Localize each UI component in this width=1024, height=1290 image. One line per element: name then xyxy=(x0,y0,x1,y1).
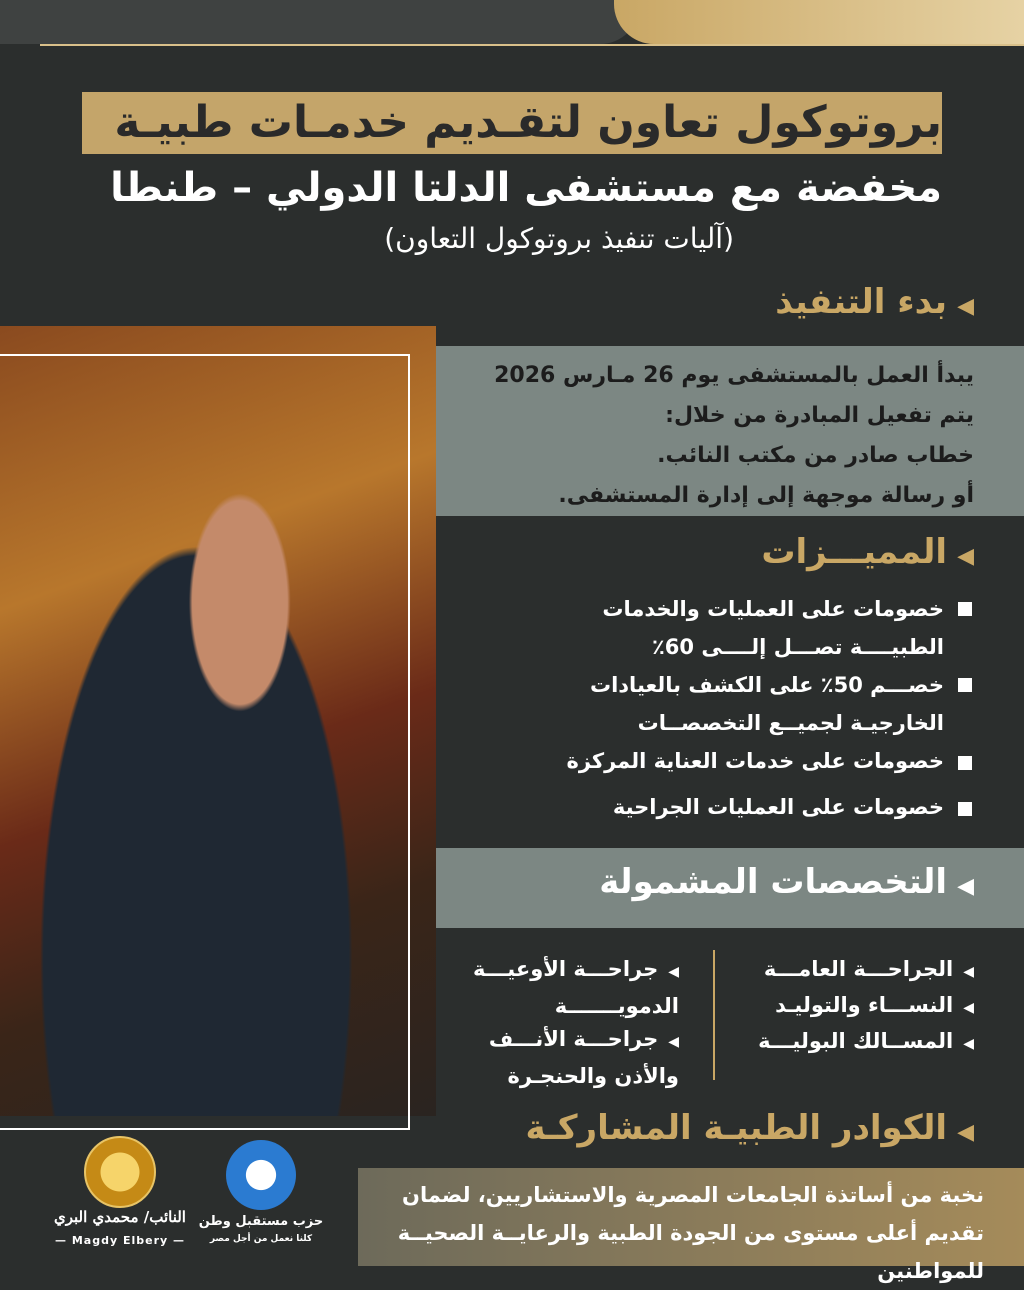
staff-text: نخبة من أساتذة الجامعات المصرية والاستشاريين، لضمان تقديم أعلى مستوى من الجودة الطبية والرعايــة الصحيــة للمواطنين xyxy=(397,1183,984,1283)
specialty-item: ◀جراحـــة الأوعيـــة الدمويـــــــة xyxy=(473,957,679,1018)
specialty-item: ◀المســالك البوليـــة xyxy=(758,1029,974,1053)
start-line: يتم تفعيل المبادرة من خلال: xyxy=(665,403,974,428)
mp-signature: النائب/ محمدي البري xyxy=(54,1208,186,1226)
triangle-icon: ◀ xyxy=(963,1000,974,1016)
top-gold-bar xyxy=(614,0,1024,44)
bullet-icon xyxy=(958,802,972,816)
specialties-divider xyxy=(713,950,715,1080)
triangle-icon: ◀ xyxy=(957,874,974,899)
feature-item: خصومات على العمليات والخدمات الطبيــــة تصـــل إلــــى 60٪ xyxy=(602,597,944,659)
triangle-icon: ◀ xyxy=(668,964,679,980)
start-heading: ◀بدء التنفيذ xyxy=(775,282,974,322)
party-eagle-logo-icon xyxy=(226,1140,296,1210)
photo-frame xyxy=(0,354,410,1130)
bullet-icon xyxy=(958,678,972,692)
title-line-1: بروتوكول تعاون لتقـديم خدمـات طبيـة xyxy=(114,97,942,148)
specialty-item: ◀النســـاء والتوليـد xyxy=(775,993,974,1017)
title-line-2: مخفضة مع مستشفى الدلتا الدولي – طنطا xyxy=(110,165,942,211)
start-line: خطاب صادر من مكتب النائب. xyxy=(657,443,974,468)
triangle-icon: ◀ xyxy=(957,1120,974,1145)
feature-item: خصـــم 50٪ على الكشف بالعيادات الخارجيـة لجميــع التخصصــات xyxy=(589,673,944,735)
specialties-heading: ◀التخصصات المشمولة xyxy=(599,862,974,902)
bullet-icon xyxy=(958,602,972,616)
senate-logo-icon xyxy=(84,1136,156,1208)
feature-item: خصومات على العمليات الجراحية xyxy=(612,795,944,819)
party-slogan: كلنا نعمل من أجل مصر xyxy=(209,1234,313,1244)
top-dark-bar xyxy=(0,0,640,44)
subtitle: (آليات تنفيذ بروتوكول التعاون) xyxy=(384,222,734,255)
triangle-icon: ◀ xyxy=(668,1034,679,1050)
party-name: حزب مستقبل وطن xyxy=(198,1214,324,1229)
specialty-item: ◀جراحـــة الأنـــف والأذن والحنجـرة xyxy=(488,1027,679,1088)
features-heading: ◀المميـــزات xyxy=(761,532,974,572)
triangle-icon: ◀ xyxy=(957,294,974,319)
staff-heading: ◀الكوادر الطبيـة المشاركـة xyxy=(525,1108,974,1148)
start-line: يبدأ العمل بالمستشفى يوم 26 مـارس 2026 xyxy=(494,363,974,388)
mp-name-en: — Magdy Elbery — xyxy=(55,1234,185,1247)
frame-line xyxy=(40,44,1024,46)
start-text xyxy=(414,356,974,516)
start-line: أو رسالة موجهة إلى إدارة المستشفى. xyxy=(558,483,974,508)
triangle-icon: ◀ xyxy=(957,544,974,569)
bullet-icon xyxy=(958,756,972,770)
specialty-item: ◀الجراحـــة العامـــة xyxy=(763,957,974,981)
triangle-icon: ◀ xyxy=(963,964,974,980)
feature-item: خصومات على خدمات العناية المركزة xyxy=(566,749,944,773)
triangle-icon: ◀ xyxy=(963,1036,974,1052)
